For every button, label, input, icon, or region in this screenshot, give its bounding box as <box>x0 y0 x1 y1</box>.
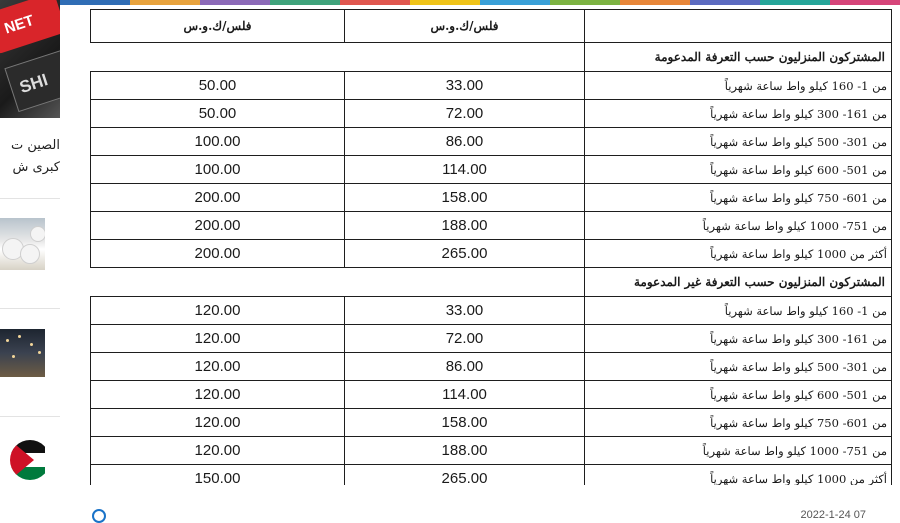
table-row <box>91 437 892 465</box>
rate-cell: 188.00 <box>345 437 585 465</box>
sidebar-headline-line-2[interactable]: كبرى ش <box>12 160 60 175</box>
table-row <box>91 184 892 212</box>
price-cell: 100.00 <box>91 156 345 184</box>
sidebar-thumb-keyboard[interactable] <box>0 0 60 118</box>
table-row <box>91 381 892 409</box>
table-row <box>91 353 892 381</box>
section-title-row <box>91 268 892 297</box>
rate-cell: 265.00 <box>345 240 585 268</box>
light-dot <box>38 351 41 354</box>
share-circle-icon[interactable] <box>92 509 106 523</box>
consumption-bracket-cell: من 751- 1000 كيلو واط ساعة شهرياً <box>585 437 892 465</box>
col1-unit-header: فلس/ك.و.س <box>91 10 345 43</box>
consumption-bracket-cell: من 601- 750 كيلو واط ساعة شهرياً <box>585 184 892 212</box>
rate-cell: 33.00 <box>345 72 585 100</box>
light-dot <box>6 339 9 342</box>
keyboard-net-key: NET <box>0 0 60 54</box>
sidebar-divider <box>0 198 60 199</box>
rate-cell: 158.00 <box>345 409 585 437</box>
table-row <box>91 100 892 128</box>
electricity-tariff-table <box>90 9 892 485</box>
article-date: 2022-1-24 07 <box>800 509 866 521</box>
rate-cell: 86.00 <box>345 353 585 381</box>
consumption-bracket-cell: من 601- 750 كيلو واط ساعة شهرياً <box>585 409 892 437</box>
light-dot <box>30 343 33 346</box>
rate-cell: 114.00 <box>345 156 585 184</box>
price-cell: 120.00 <box>91 297 345 325</box>
paper-roll-shape <box>20 244 40 264</box>
consumption-bracket-cell: من 301- 500 كيلو واط ساعة شهرياً <box>585 353 892 381</box>
price-cell: 120.00 <box>91 437 345 465</box>
price-cell: 150.00 <box>91 465 345 486</box>
rate-cell: 86.00 <box>345 128 585 156</box>
sidebar-divider <box>0 308 60 309</box>
rate-cell: 158.00 <box>345 184 585 212</box>
section-blank-cell <box>91 43 585 72</box>
col3-header <box>585 10 892 43</box>
consumption-bracket-cell: من 501- 600 كيلو واط ساعة شهرياً <box>585 381 892 409</box>
consumption-bracket-cell: من 301- 500 كيلو واط ساعة شهرياً <box>585 128 892 156</box>
light-dot <box>18 335 21 338</box>
sidebar-thumb-night-crowd[interactable] <box>0 329 45 377</box>
col2-unit-header: فلس/ك.و.س <box>345 10 585 43</box>
price-cell: 100.00 <box>91 128 345 156</box>
price-cell: 120.00 <box>91 353 345 381</box>
light-dot <box>12 355 15 358</box>
table-row <box>91 156 892 184</box>
sidebar-headline-line-1[interactable]: الصين ت <box>10 138 60 153</box>
price-cell: 200.00 <box>91 184 345 212</box>
section-title-row <box>91 43 892 72</box>
tariff-document <box>86 5 896 485</box>
consumption-bracket-cell: من 1- 160 كيلو واط ساعة شهرياً <box>585 72 892 100</box>
rate-cell: 72.00 <box>345 100 585 128</box>
price-cell: 200.00 <box>91 240 345 268</box>
consumption-bracket-cell: أكثر من 1000 كيلو واط ساعة شهرياً <box>585 465 892 486</box>
paper-roll-shape <box>30 226 45 242</box>
news-sidebar <box>0 0 60 513</box>
section-blank-cell <box>91 268 585 297</box>
table-row <box>91 212 892 240</box>
price-cell: 120.00 <box>91 409 345 437</box>
table-row <box>91 240 892 268</box>
rate-cell: 265.00 <box>345 465 585 486</box>
consumption-bracket-cell: من 1- 160 كيلو واط ساعة شهرياً <box>585 297 892 325</box>
price-cell: 50.00 <box>91 72 345 100</box>
consumption-bracket-cell: من 501- 600 كيلو واط ساعة شهرياً <box>585 156 892 184</box>
section-title: المشتركون المنزليون حسب التعرفة غير المدعومة <box>585 268 892 297</box>
price-cell: 120.00 <box>91 381 345 409</box>
table-row <box>91 128 892 156</box>
jordan-flag-icon <box>10 440 45 480</box>
sidebar-divider <box>0 416 60 417</box>
table-row <box>91 297 892 325</box>
rate-cell: 188.00 <box>345 212 585 240</box>
table-row <box>91 72 892 100</box>
consumption-bracket-cell: من 161- 300 كيلو واط ساعة شهرياً <box>585 325 892 353</box>
consumption-bracket-cell: من 751- 1000 كيلو واط ساعة شهرياً <box>585 212 892 240</box>
table-row <box>91 465 892 486</box>
consumption-bracket-cell: من 161- 300 كيلو واط ساعة شهرياً <box>585 100 892 128</box>
section-title: المشتركون المنزليون حسب التعرفة المدعومة <box>585 43 892 72</box>
sidebar-thumb-paper-rolls[interactable] <box>0 218 45 270</box>
price-cell: 200.00 <box>91 212 345 240</box>
table-row <box>91 325 892 353</box>
table-header-row <box>91 10 892 43</box>
table-row <box>91 409 892 437</box>
keyboard-ship-key: SHI <box>4 50 60 112</box>
price-cell: 50.00 <box>91 100 345 128</box>
rate-cell: 33.00 <box>345 297 585 325</box>
article-meta-row <box>86 500 896 521</box>
sidebar-thumb-jordan-flag[interactable] <box>0 436 45 486</box>
consumption-bracket-cell: أكثر من 1000 كيلو واط ساعة شهرياً <box>585 240 892 268</box>
rate-cell: 114.00 <box>345 381 585 409</box>
price-cell: 120.00 <box>91 325 345 353</box>
rate-cell: 72.00 <box>345 325 585 353</box>
